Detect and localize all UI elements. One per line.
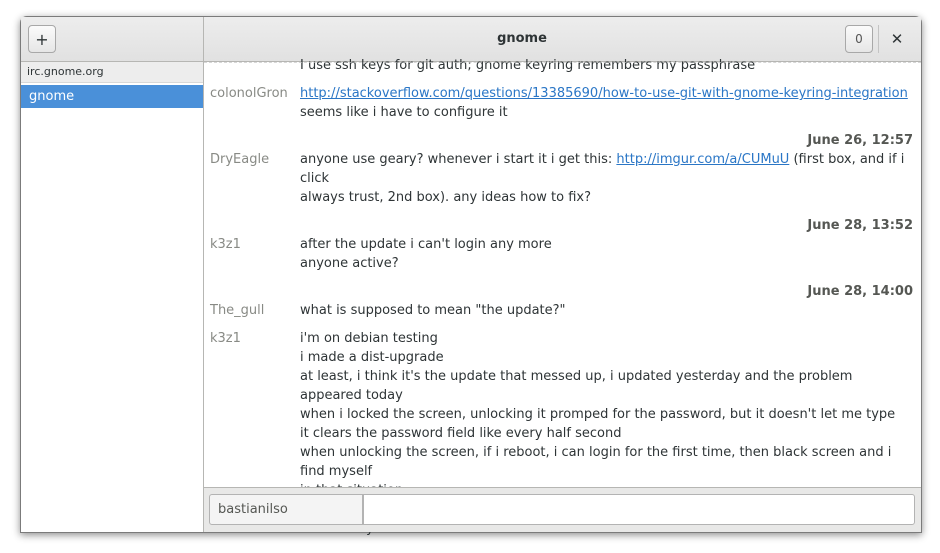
- scroll-edge: [204, 62, 921, 64]
- message-line: at least, i think it's the update that messed up, i updated yesterday and the problem appeared today: [300, 369, 857, 403]
- message-line: when unlocking the screen, if i reboot, i can login for the first time, then black screen and i find myself: [300, 445, 896, 479]
- server-header: irc.gnome.org: [21, 62, 203, 83]
- message-line: when i locked the screen, unlocking it promped for the password, but it doesn't let me type: [300, 407, 896, 422]
- nick-button[interactable]: bastianilso: [209, 494, 363, 525]
- user-list-button[interactable]: 0: [845, 25, 873, 53]
- add-room-button[interactable]: +: [28, 25, 56, 53]
- message-line: always trust, 2nd box). any ideas how to fix?: [300, 190, 592, 205]
- message-nick[interactable]: The_gull: [210, 303, 265, 318]
- message-text: anyone use geary? whenever i start it i get this:: [300, 152, 617, 167]
- message-link[interactable]: http://stackoverflow.com/questions/13385690/how-to-use-git-with-gnome-keyring-integration: [300, 86, 908, 101]
- message-group: [204, 150, 921, 207]
- message-continuation: [204, 56, 921, 75]
- message-group: [204, 301, 921, 320]
- timestamp: June 28, 14:00: [807, 284, 913, 299]
- message-line: anyone active?: [300, 256, 399, 271]
- timestamp: June 28, 13:52: [807, 218, 913, 233]
- message-link[interactable]: http://imgur.com/a/CUMuU: [616, 152, 790, 167]
- message-entry[interactable]: [363, 494, 915, 525]
- message-line: i made a dist-upgrade: [300, 350, 444, 365]
- message-group: [204, 235, 921, 273]
- sidebar-item-gnome[interactable]: gnome: [21, 85, 203, 108]
- close-icon: ✕: [890, 30, 904, 48]
- message-line: I use ssh keys for git auth; gnome keyring remembers my passphrase: [300, 58, 756, 73]
- message-nick[interactable]: k3z1: [210, 331, 241, 346]
- app-window: [20, 16, 922, 533]
- message-line: i'm on debian testing: [300, 331, 438, 346]
- message-nick[interactable]: DryEagle: [210, 152, 270, 167]
- window-title: gnome: [497, 31, 547, 46]
- message-line: after the update i can't login any more: [300, 237, 552, 252]
- message-line: seems like i have to configure it: [300, 105, 508, 120]
- room-sidebar: [21, 62, 204, 532]
- chat-scroll-content: [204, 56, 921, 538]
- message-nick[interactable]: colonolGron: [210, 86, 288, 101]
- chat-view[interactable]: [204, 58, 921, 488]
- message-group: [204, 84, 921, 122]
- close-button[interactable]: [883, 25, 911, 53]
- header-separator: [878, 25, 879, 53]
- message-text: (first box, and if i click: [300, 152, 909, 186]
- header-left-pane: [21, 17, 204, 61]
- message-line: what is supposed to mean "the update?": [300, 303, 566, 318]
- message-nick[interactable]: k3z1: [210, 237, 241, 252]
- message-line: it clears the password field like every half second: [300, 426, 622, 441]
- entry-bar: [204, 487, 921, 532]
- timestamp: June 26, 12:57: [807, 133, 913, 148]
